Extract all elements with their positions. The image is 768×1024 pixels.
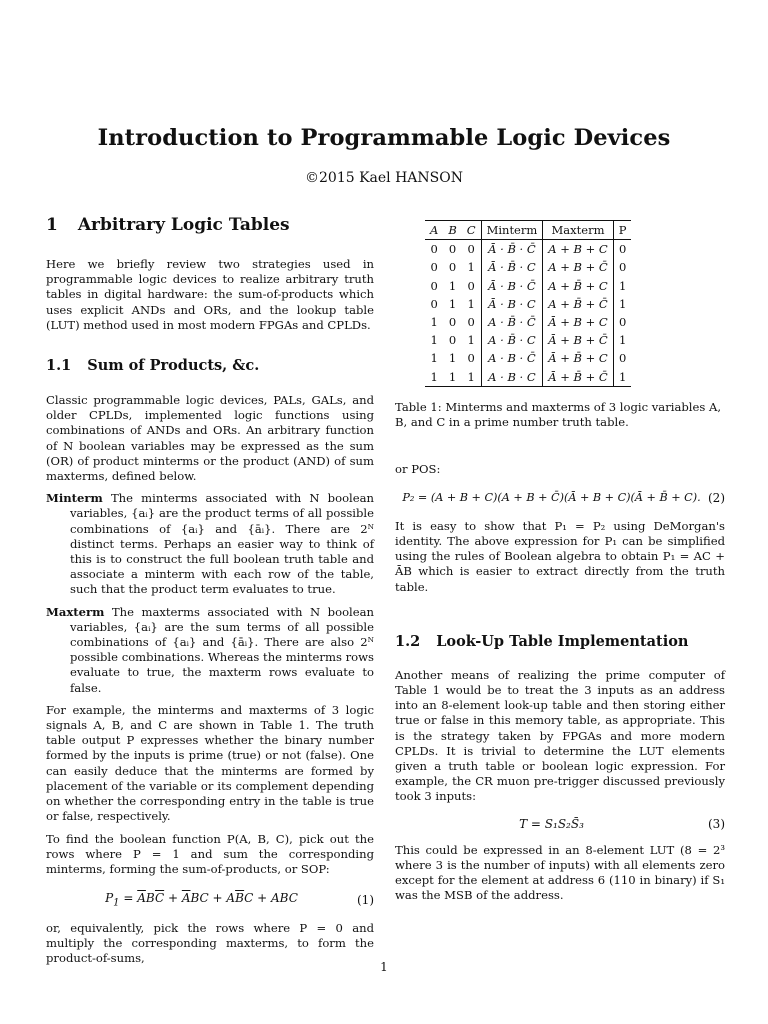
table-cell: 0	[462, 240, 481, 259]
intro-paragraph: Here we briefly review two strategies used in programmable logic devices to realize arbitrary truth tables in digital hardware: the sum-of-products which uses explicit ANDs and ORs, and the lookup table (LUT) method used in most modern FPGAs and CPLDs.	[46, 257, 374, 332]
table-row	[425, 258, 631, 276]
minterm-definition	[46, 491, 374, 597]
equation-2	[395, 491, 725, 505]
table-cell: A + B̄ + C̄	[543, 295, 613, 313]
table-cell: Ā + B̄ + C	[543, 349, 613, 367]
maxterm-text: The maxterms associated with N boolean variables, {aᵢ} are the sum terms of all possible combinations of {aᵢ} and {āᵢ}. There are also 2ᴺ possible combinations. Whereas the minterms rows evaluate to true, the maxterm rows evaluate to false.	[70, 604, 374, 695]
table-cell: Ā + B + C̄	[543, 331, 613, 349]
minterm-term: Minterm	[46, 491, 103, 506]
table-cell: 1	[448, 351, 457, 366]
table-cell: 1	[618, 278, 627, 293]
equation-1	[46, 891, 374, 908]
table-row	[425, 368, 631, 387]
table-cell: Ā + B + C	[543, 313, 613, 331]
table-row	[425, 277, 631, 295]
subsection-number-1-2: 1.2	[395, 632, 421, 650]
subsection-number: 1.1	[46, 357, 72, 375]
table-row	[425, 240, 631, 259]
table-cell: 1	[443, 368, 461, 387]
left-column	[46, 215, 374, 966]
section-heading	[46, 215, 374, 235]
table-cell: 0	[618, 315, 627, 330]
table-cell: 0	[430, 296, 438, 311]
table-cell: Ā + B̄ + C̄	[543, 368, 613, 387]
table-cell: 0	[430, 260, 438, 275]
table-row	[425, 313, 631, 331]
equation-3-number: (3)	[708, 816, 725, 831]
author-line: ©2015 Kael HANSON	[305, 170, 463, 186]
table-row	[425, 331, 631, 349]
paper-title: Introduction to Programmable Logic Devices	[97, 125, 671, 151]
truth-table	[425, 220, 631, 387]
page-number: 1	[380, 960, 388, 974]
table-row	[425, 295, 631, 313]
table-cell: 1	[618, 296, 627, 311]
equation-2-number: (2)	[708, 490, 725, 505]
header-a: A	[425, 221, 443, 240]
pos-label: or POS:	[395, 461, 441, 476]
table-cell: A · B · C	[481, 368, 543, 387]
table-cell: 1	[430, 351, 438, 366]
demorgan-paragraph: It is easy to show that P₁ = P₂ using DeMorgan's identity. The above expression for P₁ can be simplified using the rules of Boolean algebra to obtain P₁ = AC + ĀB which is easier to extract directly from the truth table.	[395, 518, 725, 594]
table-cell: Ā · B · C̄	[481, 277, 543, 295]
sop-paragraph-1: Classic programmable logic devices, PALs, GALs, and older CPLDs, implemented logic functions using combinations of ANDs and ORs. An arbitrary function of N boolean variables may be expressed as the sum (OR) of product minterms or the product (AND) of sum maxterms, defined below.	[46, 393, 374, 484]
lut-paragraph: Another means of realizing the prime computer of Table 1 would be to treat the 3 inputs as an address into an 8-element look-up table and then storing either true or false in this memory table, as appropriate. This is the strategy taken by FPGAs and more modern CPLDs. It is trivial to determine the LUT elements given a truth table or boolean logic expression. For example, the CR muon pre-trigger discussed previously took 3 inputs:	[395, 667, 725, 804]
right-column	[395, 220, 725, 903]
maxterm-term: Maxterm	[46, 604, 105, 619]
minterm-text: The minterms associated with N boolean variables, {aᵢ} are the product terms of all possible combinations of {aᵢ} and {āᵢ}. There are 2ᴺ distinct terms. Perhaps an easier way to think of this is to construct the full boolean truth table and associate a minterm with each row of the table, such that the product term evaluates to true.	[70, 491, 374, 597]
sop-paragraph-3: To find the boolean function P(A, B, C), pick out the rows where P = 1 and sum the corresponding minterms, forming the sum-of-products, or SOP:	[46, 831, 374, 876]
table-cell: 1	[613, 368, 631, 387]
table-cell: 0	[462, 313, 481, 331]
sop-paragraph-4: or, equivalently, pick the rows where P = 0 and multiply the corresponding maxterms, to form the product-of-sums,	[46, 920, 374, 965]
table-cell: 1	[462, 258, 481, 276]
table-cell: 0	[618, 351, 627, 366]
table-cell: Ā · B · C	[481, 295, 543, 313]
subsection-heading	[46, 357, 374, 374]
table-cell: 1	[430, 315, 438, 330]
table-cell: Ā · B̄ · C̄	[481, 240, 543, 259]
section-title: Arbitrary Logic Tables	[77, 215, 290, 235]
table-cell: 0	[448, 260, 457, 275]
subsection-title-1-2: Look-Up Table Implementation	[436, 632, 689, 650]
subsection-heading-1-2	[395, 633, 725, 650]
truth-table-header	[425, 221, 631, 240]
table-cell: 1	[425, 368, 443, 387]
table-cell: A + B + C̄	[543, 258, 613, 276]
table-cell: A + B + C	[543, 240, 613, 259]
header-maxterm: Maxterm	[543, 221, 613, 240]
lut-paragraph-2: This could be expressed in an 8-element LUT (8 = 2³ where 3 is the number of inputs) with all elements zero except for the element at address 6 (110 in binary) if S₁ was the MSB of the address.	[395, 842, 725, 903]
table-cell: Ā · B̄ · C	[481, 258, 543, 276]
table-cell: A · B̄ · C	[481, 331, 543, 349]
maxterm-definition	[46, 605, 374, 696]
table-cell: 0	[462, 277, 481, 295]
header-c: C	[462, 221, 481, 240]
table-cell: 1	[618, 333, 627, 348]
table-row	[425, 349, 631, 367]
subsection-title: Sum of Products, &c.	[87, 357, 260, 375]
table-cell: 1	[448, 278, 457, 293]
table-caption: Table 1: Minterms and maxterms of 3 logic variables A, B, and C in a prime number truth table.	[395, 399, 722, 430]
header-b: B	[443, 221, 461, 240]
table-cell: 1	[448, 296, 457, 311]
table-cell: 1	[462, 368, 481, 387]
table-cell: 0	[448, 242, 457, 257]
table-cell: A · B̄ · C̄	[481, 313, 543, 331]
equation-1-body: $P_1 = \overline{A}B\overline{C} + \overline{A}BC + A\overline{B}C$ + ABC	[105, 891, 298, 909]
table-cell: 0	[462, 349, 481, 367]
table-cell: 0	[618, 242, 627, 257]
table-cell: 1	[462, 295, 481, 313]
table-cell: A · B · C̄	[481, 349, 543, 367]
equation-2-body: P₂ = (A + B + C)(A + B + C̄)(Ā + B + C)(Ā + B̄ + C).	[402, 491, 701, 505]
sop-paragraph-2: For example, the minterms and maxterms of 3 logic signals A, B, and C are shown in Table 1. The truth table output P expresses whether the binary number formed by the inputs is prime (true) or not (false). One can easily deduce that the minterms are formed by placement of the variable or its complement depending on whether the corresponding entry in the table is true or false, respectively.	[46, 702, 374, 824]
table-cell: A + B̄ + C	[543, 277, 613, 295]
equation-1-number: (1)	[357, 892, 374, 907]
table-cell: 0	[448, 333, 457, 348]
section-number: 1	[46, 215, 58, 235]
table-cell: 0	[430, 278, 438, 293]
equation-3	[395, 817, 725, 831]
table-cell: 1	[430, 333, 438, 348]
equation-3-body: T = S₁S₂S̄₃	[519, 816, 584, 831]
table-cell: 0	[618, 260, 627, 275]
table-cell: 0	[430, 242, 438, 257]
table-cell: 1	[462, 331, 481, 349]
header-p: P	[613, 221, 631, 240]
header-minterm: Minterm	[481, 221, 543, 240]
table-cell: 0	[448, 315, 457, 330]
